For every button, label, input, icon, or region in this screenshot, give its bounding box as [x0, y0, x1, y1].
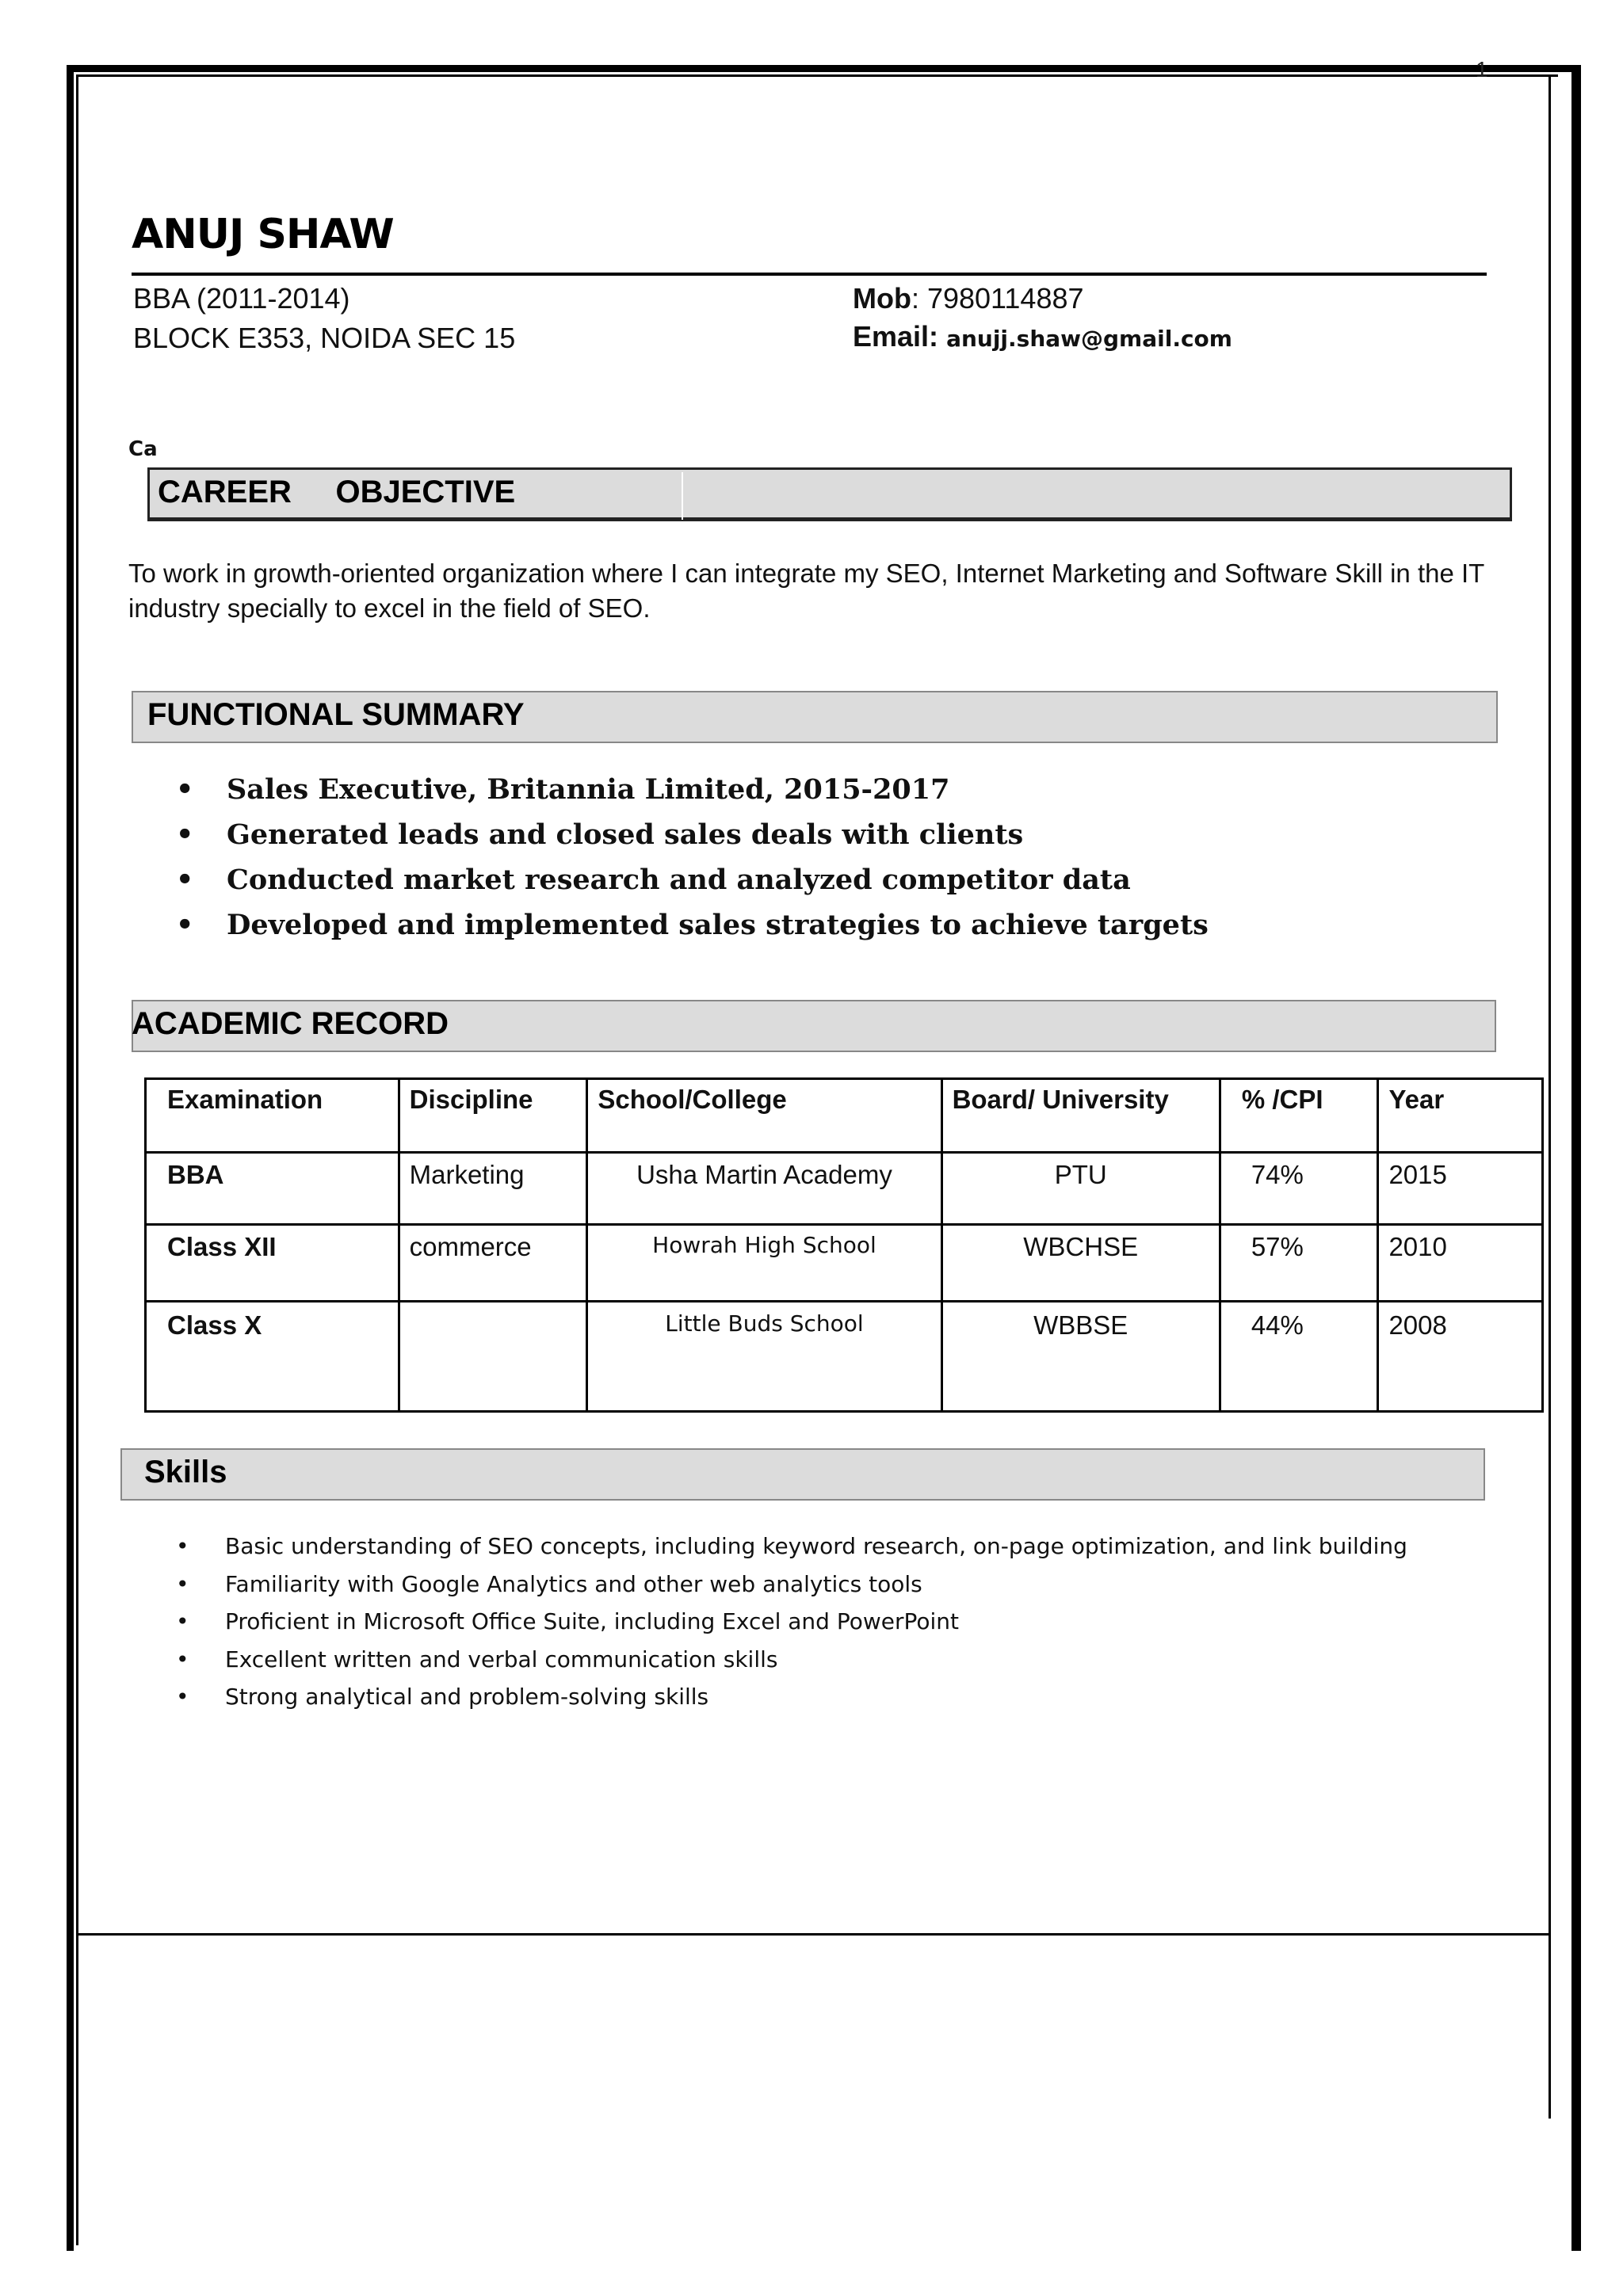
list-item: • Excellent written and verbal communication skills: [176, 1641, 1407, 1679]
mobile-label: Mob: [853, 282, 911, 315]
list-item: • Familiarity with Google Analytics and other web analytics tools: [176, 1566, 1407, 1604]
table-cell: BBA: [146, 1153, 399, 1225]
list-item: • Conducted market research and analyzed competitor data: [176, 857, 1209, 902]
mobile-line: [853, 282, 1084, 315]
footer-rule: [76, 1933, 1550, 1936]
table-cell: Howrah High School: [587, 1225, 941, 1302]
table-row: [146, 1153, 1543, 1225]
list-item: • Proficient in Microsoft Office Suite, including Excel and PowerPoint: [176, 1603, 1407, 1641]
table-header-cell: Discipline: [399, 1079, 587, 1153]
page-border-inner-left: [76, 74, 78, 2245]
email-line: [853, 320, 1232, 353]
table-header-cell: School/College: [587, 1079, 941, 1153]
table-cell: [399, 1302, 587, 1412]
address: BLOCK E353, NOIDA SEC 15: [133, 322, 516, 354]
list-item: • Sales Executive, Britannia Limited, 2015-2017: [176, 767, 1209, 812]
functional-summary-header: [132, 691, 1498, 743]
table-cell: Usha Martin Academy: [587, 1153, 941, 1225]
table-cell: 74%: [1220, 1153, 1378, 1225]
table-cell: 44%: [1220, 1302, 1378, 1412]
skills-list: [176, 1527, 1407, 1716]
career-objective-title: CAREER OBJECTIVE: [158, 475, 516, 509]
skills-header: [120, 1448, 1485, 1501]
functional-summary-title: FUNCTIONAL SUMMARY: [147, 697, 525, 732]
bullet-icon: •: [176, 1684, 189, 1710]
career-objective-text: To work in growth-oriented organization where I can integrate my SEO, Internet Marketing and Software Skill in the IT industry specially to excel in the field of SEO.: [128, 559, 1484, 623]
bullet-icon: •: [176, 1646, 189, 1672]
bullet-icon: •: [176, 1533, 189, 1559]
table-cell: WBCHSE: [941, 1225, 1220, 1302]
list-item: • Developed and implemented sales strategies to achieve targets: [176, 902, 1209, 948]
career-bar-divider: [682, 472, 683, 520]
mobile-value: : 7980114887: [911, 282, 1084, 315]
table-header-cell: Examination: [146, 1079, 399, 1153]
table-header-row: [146, 1079, 1543, 1153]
table-row: [146, 1225, 1543, 1302]
table-header-cell: % /CPI: [1220, 1079, 1378, 1153]
table-header-cell: Year: [1378, 1079, 1543, 1153]
table-cell: 2008: [1378, 1302, 1543, 1412]
table-cell: 2010: [1378, 1225, 1543, 1302]
list-item: • Strong analytical and problem-solving skills: [176, 1678, 1407, 1716]
career-objective-header: [147, 467, 1512, 521]
skills-title: Skills: [144, 1455, 227, 1489]
functional-summary-list: [176, 767, 1209, 948]
email-value: anujj.shaw@gmail.com: [946, 326, 1232, 352]
table-cell: Class X: [146, 1302, 399, 1412]
degree: BBA (2011-2014): [133, 282, 350, 315]
academic-record-header: [132, 1000, 1496, 1052]
bullet-icon: •: [176, 909, 194, 941]
bullet-icon: •: [176, 1570, 189, 1597]
table-cell: 57%: [1220, 1225, 1378, 1302]
academic-table: [144, 1077, 1544, 1413]
list-item: • Generated leads and closed sales deals with clients: [176, 812, 1209, 857]
page-number: 1: [1476, 57, 1488, 82]
bullet-icon: •: [176, 1608, 189, 1634]
page-border-inner-top: [76, 74, 1558, 77]
bullet-icon: •: [176, 773, 194, 806]
bullet-icon: •: [176, 864, 194, 896]
name-underline: [132, 273, 1487, 276]
candidate-name: ANUJ SHAW: [132, 211, 394, 258]
table-cell: Marketing: [399, 1153, 587, 1225]
stray-text: Ca: [128, 437, 158, 461]
list-item: • Basic understanding of SEO concepts, including keyword research, on-page optimization, and link building: [176, 1527, 1407, 1566]
table-row: [146, 1302, 1543, 1412]
page-border-inner-right: [1549, 74, 1551, 2119]
email-label: Email:: [853, 320, 939, 353]
table-cell: WBBSE: [941, 1302, 1220, 1412]
table-header-cell: Board/ University: [941, 1079, 1220, 1153]
table-cell: Little Buds School: [587, 1302, 941, 1412]
academic-record-title: ACADEMIC RECORD: [132, 1006, 449, 1041]
table-cell: PTU: [941, 1153, 1220, 1225]
table-cell: Class XII: [146, 1225, 399, 1302]
bullet-icon: •: [176, 818, 194, 851]
table-cell: 2015: [1378, 1153, 1543, 1225]
table-cell: commerce: [399, 1225, 587, 1302]
